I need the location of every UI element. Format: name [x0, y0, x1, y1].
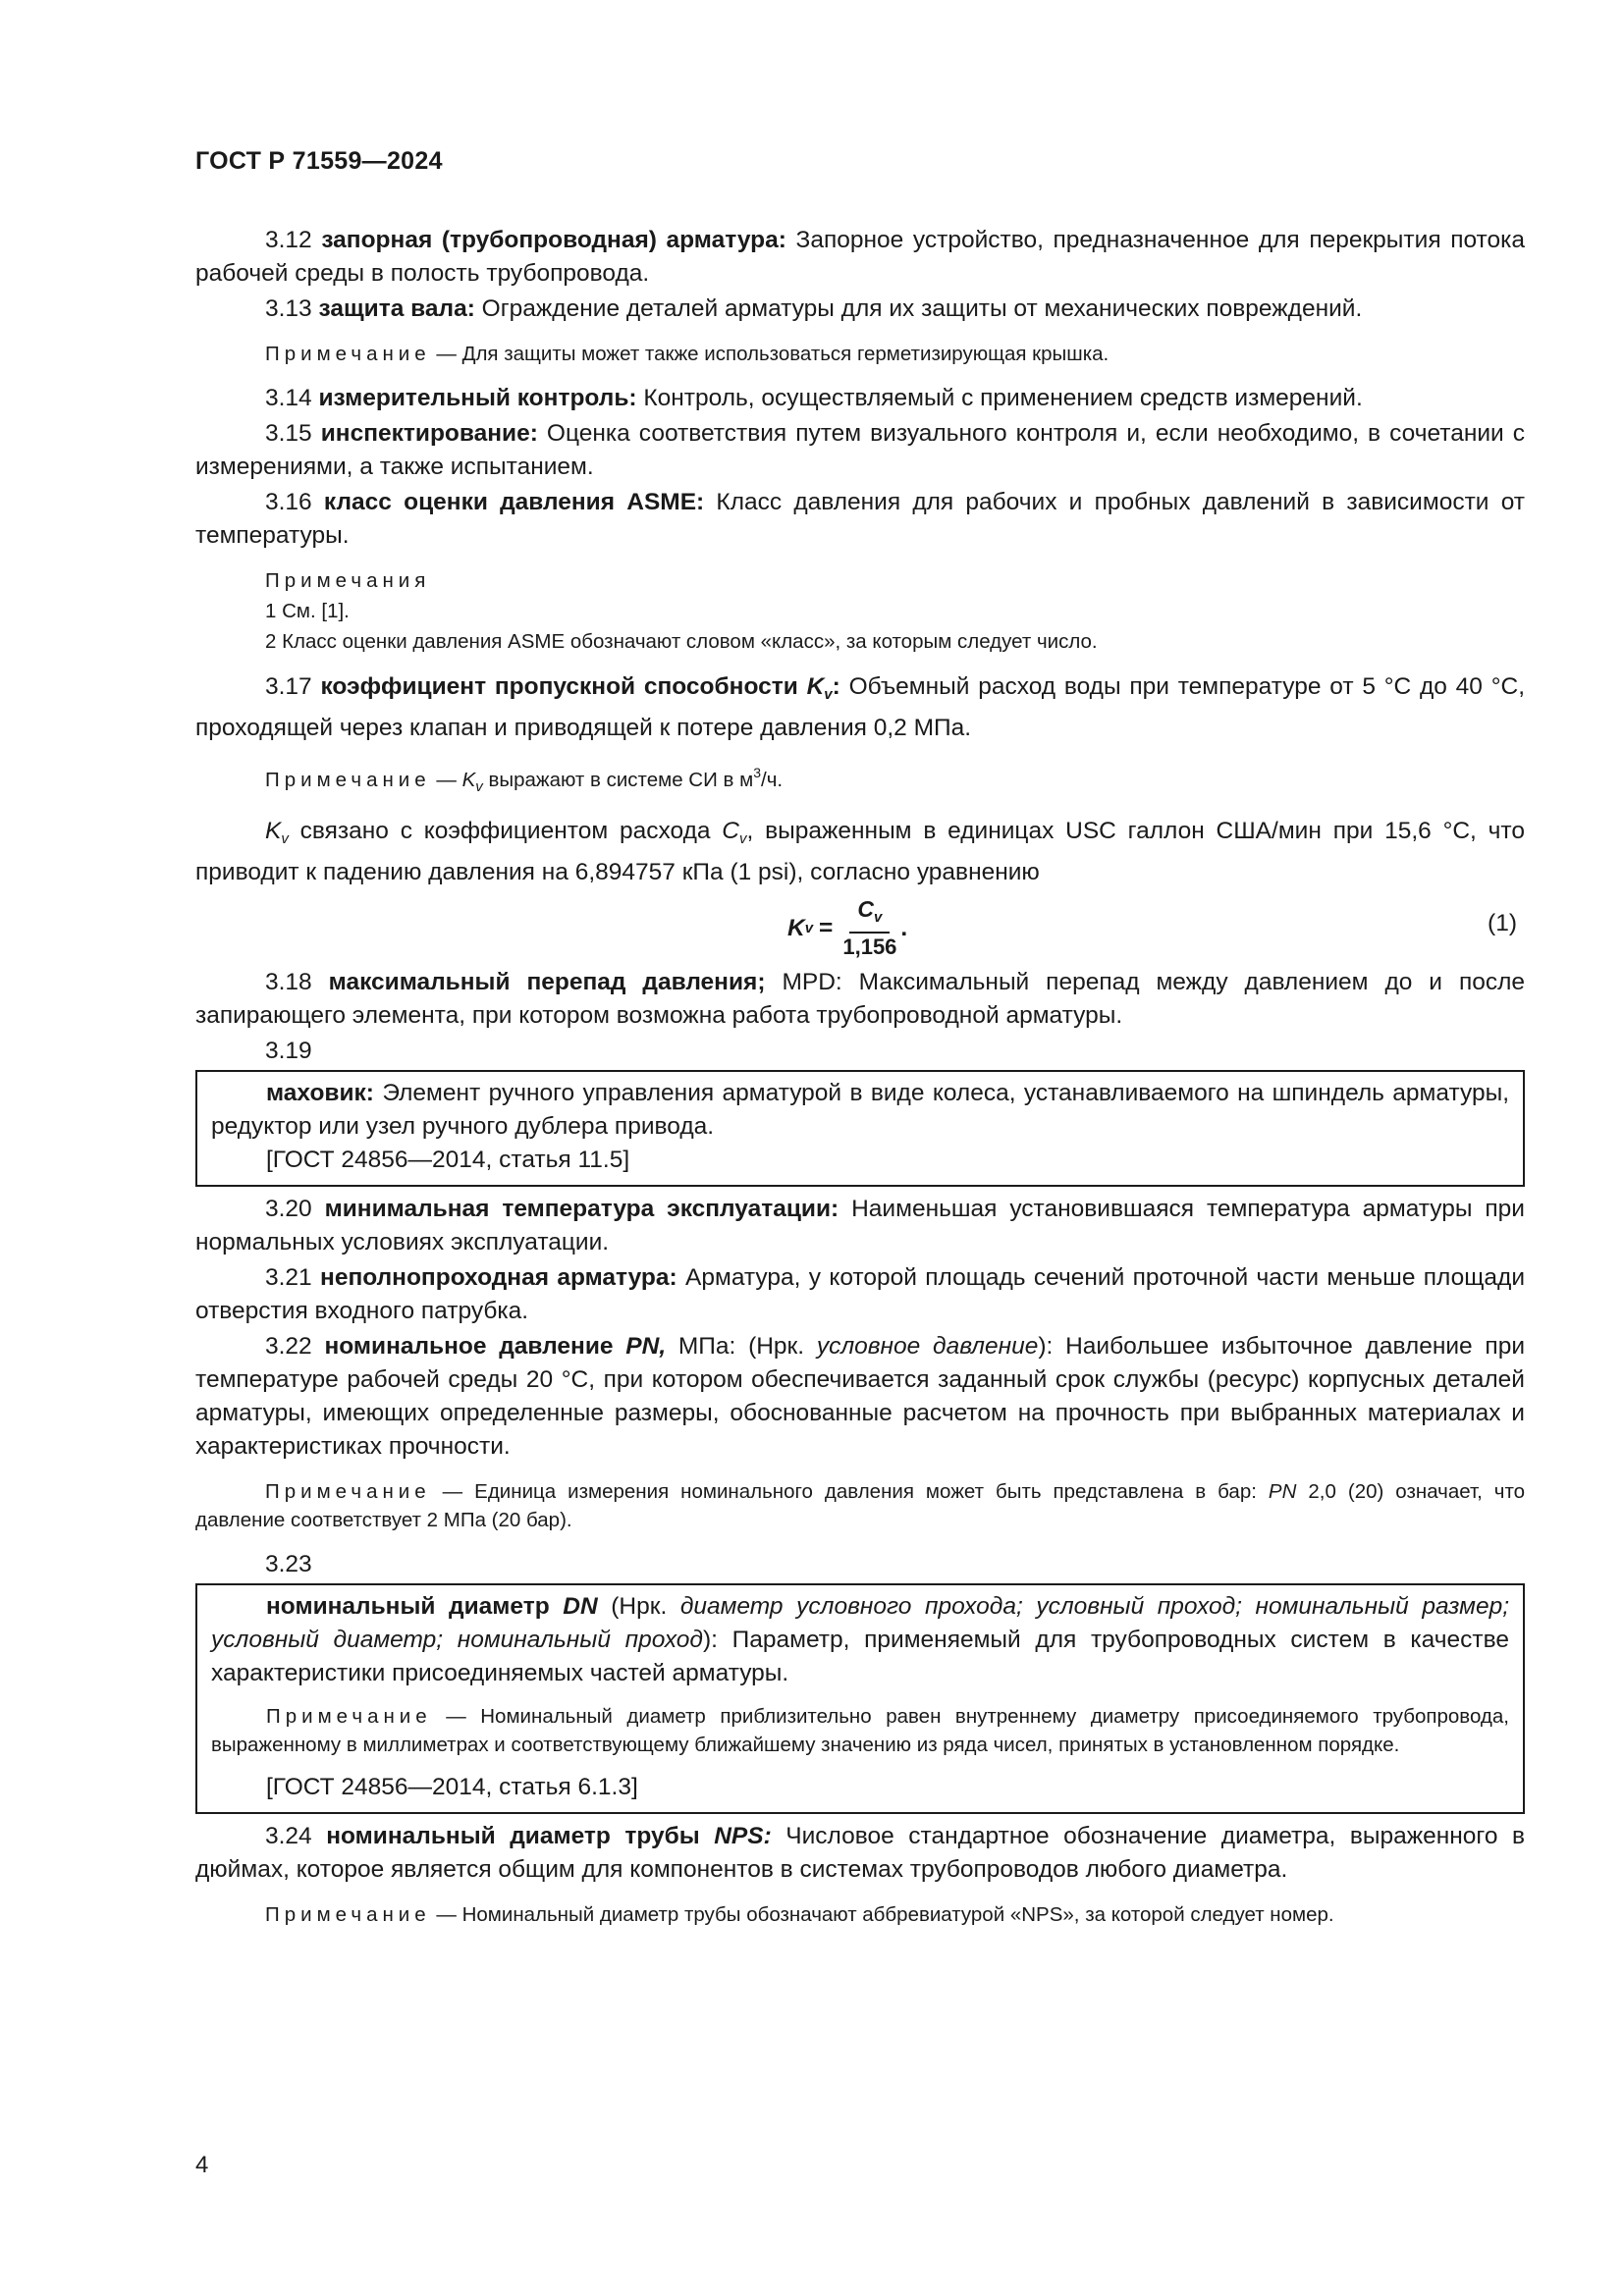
formula-1: [195, 895, 1525, 959]
note-dash: —: [446, 1705, 466, 1728]
note-label: Примечание: [265, 1480, 431, 1503]
note-item: 2 Класс оценки давления ASME обозначают словом «класс», за которым следует число.: [265, 630, 1098, 653]
entry-definition: Оценка соответствия путем визуального контроля и, если необходимо, в сочетании с измерениями, а также испытанием.: [195, 420, 1526, 480]
paragraph-kv-relation: [195, 815, 1525, 889]
entry-text: (Нрк.: [597, 1593, 680, 1620]
entry-definition: Элемент ручного управления арматурой в виде колеса, устанавливаемого на шпиндель арматуры, редуктор или узел ручного дублера привода.: [211, 1080, 1510, 1140]
entry-source: [ГОСТ 24856—2014, статья 6.1.3]: [266, 1774, 638, 1800]
entry-3-16: [195, 486, 1525, 553]
document-body: [195, 224, 1525, 1943]
paragraph-text: связано с коэффициентом расхода: [288, 818, 723, 844]
note-text: Единица измерения номинального давления может быть представлена в бар:: [474, 1480, 1269, 1503]
term-symbol: PN,: [625, 1333, 667, 1360]
entry-term: маховик:: [266, 1080, 374, 1106]
symbol-cv: C: [722, 818, 739, 844]
entry-3-15: [195, 417, 1525, 484]
note-3-24: [195, 1900, 1525, 1929]
equation-number: (1): [1488, 910, 1517, 936]
entry-definition: Ограждение деталей арматуры для их защиты от механических повреждений.: [481, 295, 1363, 322]
note-3-17: [195, 759, 1525, 801]
entry-term: номинальное давление: [324, 1333, 626, 1360]
term-symbol: DN: [563, 1593, 598, 1620]
paragraph-text: , выраженным в единицах USC галлон США/мин при 15,6 °C, что приводит к падению давления на 6,894757 кПа (1 psi), согласно уравнению: [195, 818, 1526, 885]
entry-3-21: [195, 1261, 1525, 1328]
entry-3-19-box: [195, 1070, 1525, 1187]
note-dash: —: [436, 343, 457, 365]
note-subscript: v: [475, 778, 483, 795]
formula-end: .: [900, 914, 908, 941]
entry-number: 3.20: [265, 1196, 312, 1222]
page-number: 4: [195, 2152, 209, 2178]
entry-3-20: [195, 1193, 1525, 1259]
entry-number: 3.13: [265, 295, 312, 322]
entry-text: МПа: (Нрк.: [666, 1333, 817, 1360]
entry-term: номинальный диаметр трубы: [326, 1823, 715, 1849]
note-symbol: K: [461, 769, 476, 791]
entry-term: неполнопроходная арматура:: [320, 1264, 677, 1291]
entry-definition: Запорное устройство, предназначенное для перекрытия потока рабочей среды в полость трубопровода.: [195, 227, 1526, 287]
entry-term: коэффициент пропускной способности: [320, 673, 807, 700]
formula-lhs: K: [787, 914, 805, 941]
entry-definition: ): Параметр, применяемый для трубопроводных систем в качестве характеристики присоединяемых частей арматуры.: [211, 1627, 1509, 1686]
note-text-end: 2,0 (20) означает, что давление соответствует 2 МПа (20 бар).: [195, 1480, 1525, 1531]
note-label: Примечание: [266, 1705, 432, 1728]
entry-number: 3.12: [265, 227, 312, 253]
note-text: Номинальный диаметр приблизительно равен внутреннему диаметру присоединяемого трубопровода, выраженному в миллиметрах и соответствующему ближайшему значению из ряда чисел, принятых в установленном порядке.: [211, 1705, 1509, 1756]
entry-number: 3.24: [265, 1823, 312, 1849]
note-3-22: [195, 1477, 1525, 1534]
entry-3-13: [195, 293, 1525, 326]
entry-definition: Арматура, у которой площадь сечений проточной части меньше площади отверстия входного патрубка.: [195, 1264, 1526, 1324]
entry-term: номинальный диаметр: [266, 1593, 564, 1620]
note-dash: —: [442, 1480, 463, 1503]
note-item: 1 См. [1].: [265, 600, 350, 622]
note-text: выражают в системе СИ в м: [482, 769, 754, 791]
entry-term: измерительный контроль:: [318, 385, 637, 411]
note-superscript: 3: [753, 765, 761, 780]
note-3-23: [211, 1702, 1509, 1759]
entry-3-12: [195, 224, 1525, 291]
deprecated-terms: диаметр условного прохода; условный проход; номинальный размер; условный диаметр; номинальный проход: [211, 1593, 1509, 1653]
notes-3-16: [265, 566, 1525, 657]
entry-number: 3.16: [265, 489, 312, 515]
entry-number: 3.14: [265, 385, 312, 411]
subscript-v: v: [281, 830, 289, 847]
entry-definition: Числовое стандартное обозначение диаметра, выраженного в дюймах, которое является общим для компонентов в системах трубопроводов любого диаметра.: [195, 1823, 1525, 1883]
entry-term: защита вала:: [318, 295, 475, 322]
entry-definition: Класс давления для рабочих и пробных давлений в зависимости от температуры.: [195, 489, 1526, 549]
note-dash: —: [436, 769, 457, 791]
entry-3-23: [211, 1590, 1509, 1690]
numerator-subscript: v: [874, 909, 883, 926]
document-header: ГОСТ Р 71559—2024: [195, 147, 443, 175]
entry-number: 3.21: [265, 1264, 312, 1291]
subscript-v: v: [739, 830, 747, 847]
entry-definition: Наименьшая установившаяся температура арматуры при нормальных условиях эксплуатации.: [195, 1196, 1525, 1255]
symbol-kv: K: [265, 818, 282, 844]
entry-3-23-number: 3.23: [265, 1551, 312, 1577]
deprecated-term: условное давление: [816, 1333, 1039, 1360]
entry-3-17: [195, 670, 1525, 745]
entry-term: минимальная температура эксплуатации:: [324, 1196, 839, 1222]
entry-3-18: [195, 966, 1525, 1033]
formula-lhs-sub: v: [804, 919, 814, 936]
formula-expression: [787, 895, 907, 961]
entry-3-24: [195, 1820, 1525, 1887]
entry-number: 3.18: [265, 969, 312, 995]
entry-source: [ГОСТ 24856—2014, статья 11.5]: [266, 1147, 630, 1173]
notes-label: Примечания: [265, 569, 431, 592]
entry-term: класс оценки давления ASME:: [323, 489, 705, 515]
numerator-symbol: C: [857, 896, 875, 922]
entry-3-19-number: 3.19: [265, 1038, 312, 1064]
entry-term: максимальный перепад давления;: [328, 969, 766, 995]
note-label: Примечание: [265, 343, 431, 365]
entry-3-23-box: [195, 1583, 1525, 1814]
entry-3-14: [195, 382, 1525, 415]
fraction-denominator: 1,156: [842, 934, 897, 959]
formula-equals: =: [819, 914, 834, 941]
term-colon: :: [832, 673, 840, 700]
note-text: Номинальный диаметр трубы обозначают аббревиатурой «NPS», за которой следует номер.: [461, 1903, 1334, 1926]
note-text: Для защиты может также использоваться герметизирующая крышка.: [461, 343, 1110, 365]
note-label: Примечание: [265, 769, 431, 791]
entry-3-22: [195, 1330, 1525, 1464]
entry-definition: Контроль, осуществляемый с применением средств измерений.: [643, 385, 1363, 411]
entry-number: 3.22: [265, 1333, 312, 1360]
note-3-13: [195, 340, 1525, 368]
term-symbol: NPS:: [714, 1823, 772, 1849]
note-symbol: PN: [1268, 1480, 1297, 1503]
entry-definition: ): Наибольшее избыточное давление при температуре рабочей среды 20 °C, при котором обеспечивается заданный срок службы (ресурс) корпусных деталей арматуры, имеющих определенные размеры, обоснованные расчетом на прочность при выбранных материалах и характеристиках прочности.: [195, 1333, 1526, 1460]
term-symbol: K: [806, 673, 825, 700]
entry-term: запорная (трубопроводная) арматура:: [321, 227, 786, 253]
entry-3-19: [211, 1077, 1509, 1144]
entry-number: 3.15: [265, 420, 312, 447]
fraction-numerator: [849, 895, 890, 934]
formula-fraction: [842, 895, 896, 961]
entry-term: инспектирование:: [320, 420, 538, 447]
term-subscript: v: [824, 686, 833, 703]
entry-number: 3.17: [265, 673, 312, 700]
entry-definition: MPD: Максимальный перепад между давлением до и после запирающего элемента, при котором возможна работа трубопроводной арматуры.: [195, 969, 1526, 1029]
note-label: Примечание: [265, 1903, 431, 1926]
entry-definition: Объемный расход воды при температуре от 5 °C до 40 °C, проходящей через клапан и приводящей к потере давления 0,2 МПа.: [195, 673, 1526, 741]
note-dash: —: [436, 1903, 457, 1926]
note-text-end: /ч.: [761, 769, 784, 791]
